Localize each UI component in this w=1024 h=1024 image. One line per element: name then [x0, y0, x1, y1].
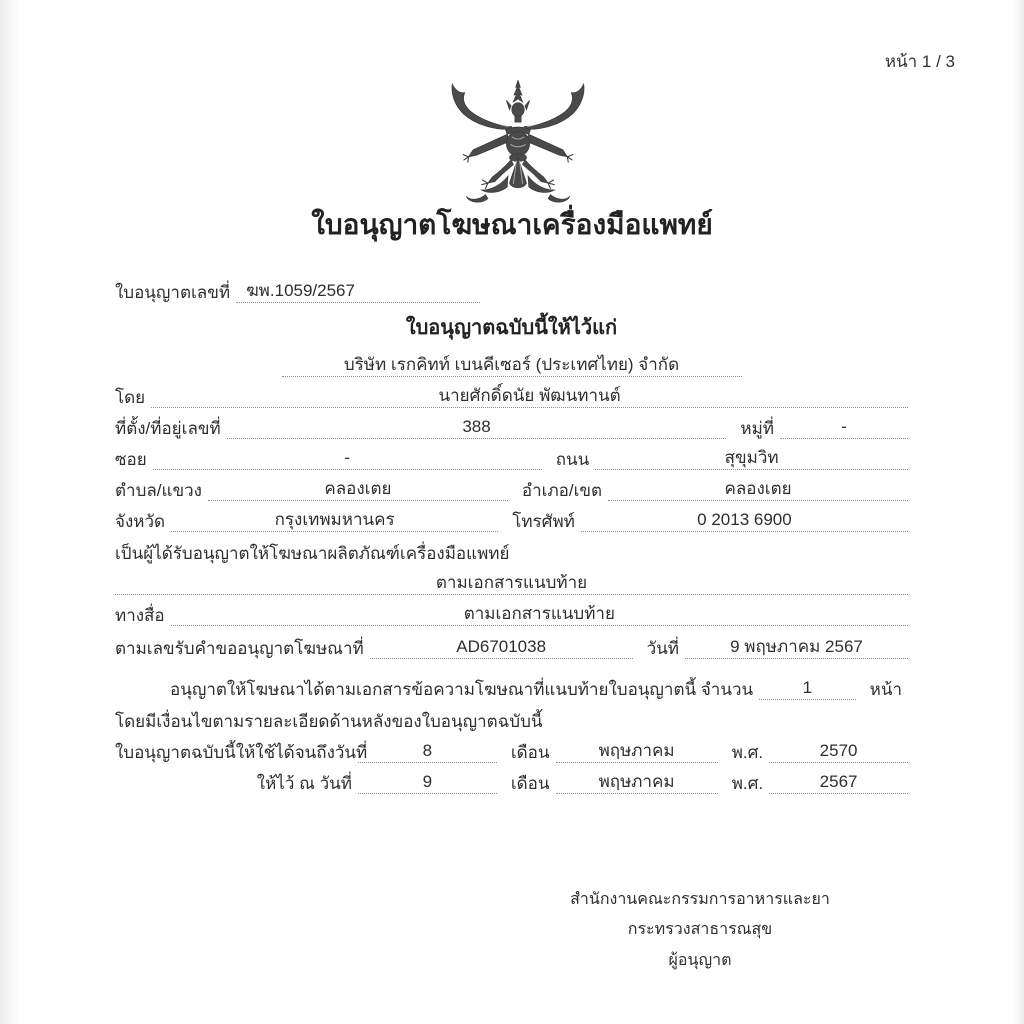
permission-paragraph — [115, 667, 908, 700]
soi-label: ซอย — [115, 449, 147, 469]
validity-month-label: เดือน — [510, 742, 550, 762]
issued-month-label: เดือน — [510, 773, 550, 793]
issued-day-value: 9 — [358, 771, 497, 794]
licensee-statement: เป็นผู้ได้รับอนุญาตให้โฆษณาผลิตภัณฑ์เครื่องมือแพทย์ — [115, 543, 510, 563]
garuda-emblem-icon — [433, 80, 603, 217]
by-label: โดย — [115, 387, 146, 407]
by-value: นายศักดิ์ดนัย พัฒนทานต์ — [151, 385, 908, 408]
road-value: สุขุมวิท — [595, 447, 908, 470]
address-row — [115, 408, 908, 439]
conditions-statement: โดยมีเงื่อนไขตามรายละเอียดด้านหลังของใบอนุญาตฉบับนี้ — [115, 711, 543, 731]
application-row — [115, 626, 908, 659]
application-date-value: 9 พฤษภาคม 2567 — [685, 636, 908, 659]
issued-date-row — [115, 763, 908, 794]
document-title: ใบอนุญาตโฆษณาเครื่องมือแพทย์ — [311, 209, 713, 240]
permission-text-after: หน้า — [869, 679, 902, 699]
permission-text-before: อนุญาตให้โฆษณาได้ตามเอกสารข้อความโฆษณาที่แนบท้ายใบอนุญาตนี้ จำนวน — [170, 679, 754, 699]
district-value: คลองเตย — [608, 478, 908, 501]
issuing-authority-block — [520, 885, 880, 976]
media-value: ตามเอกสารแนบท้าย — [171, 603, 908, 626]
media-label: ทางสื่อ — [115, 605, 165, 625]
subdistrict-district-row — [115, 470, 908, 501]
authority-line-2: กระทรวงสาธารณสุข — [627, 921, 773, 939]
license-number-row — [115, 272, 908, 303]
application-no-value: AD6701038 — [370, 636, 633, 659]
application-date-label: วันที่ — [646, 638, 679, 658]
road-label: ถนน — [555, 449, 590, 469]
company-name-value: บริษัท เรกคิทท์ เบนคีเซอร์ (ประเทศไทย) จำกัด — [282, 354, 742, 377]
validity-day-value: 8 — [358, 740, 497, 763]
license-number-label: ใบอนุญาตเลขที่ — [115, 282, 231, 302]
authority-line-1: สำนักงานคณะกรรมการอาหารและยา — [570, 891, 830, 908]
soi-road-row — [115, 439, 908, 470]
validity-row — [115, 732, 908, 763]
validity-era-label: พ.ศ. — [731, 742, 764, 762]
validity-month-value: พฤษภาคม — [556, 740, 718, 763]
phone-label: โทรศัพท์ — [512, 511, 575, 531]
province-value: กรุงเทพมหานคร — [171, 509, 498, 532]
form-content — [115, 272, 908, 794]
subdistrict-value: คลองเตย — [208, 478, 508, 501]
address-no-label: ที่ตั้ง/ที่อยู่เลขที่ — [115, 418, 221, 438]
application-no-label: ตามเลขรับคำขออนุญาตโฆษณาที่ — [115, 638, 364, 658]
scan-edge-left — [0, 0, 20, 1024]
attachment-value: ตามเอกสารแนบท้าย — [115, 572, 908, 595]
issued-label: ให้ไว้ ณ วันที่ — [256, 773, 352, 793]
moo-value: - — [780, 416, 908, 439]
validity-label: ใบอนุญาตฉบับนี้ให้ใช้ได้จนถึงวันที่ — [115, 742, 368, 762]
issued-to-heading: ใบอนุญาตฉบับนี้ให้ไว้แก่ — [405, 317, 618, 339]
company-row — [115, 343, 908, 377]
province-phone-row — [115, 501, 908, 532]
phone-value: 0 2013 6900 — [581, 509, 908, 532]
page-number: หน้า 1 / 3 — [884, 52, 955, 71]
license-number-value: ฆพ.1059/2567 — [236, 280, 480, 303]
attachment-row — [115, 564, 908, 595]
province-label: จังหวัด — [115, 511, 166, 531]
issued-year-value: 2567 — [769, 771, 908, 794]
soi-value: - — [153, 447, 542, 470]
moo-label: หมู่ที่ — [740, 418, 774, 438]
validity-year-value: 2570 — [769, 740, 908, 763]
authority-line-3: ผู้อนุญาต — [668, 951, 732, 969]
media-row — [115, 595, 908, 626]
issued-month-value: พฤษภาคม — [556, 771, 718, 794]
scan-edge-right — [1014, 0, 1024, 1024]
permission-pages-value: 1 — [759, 677, 856, 700]
address-no-value: 388 — [227, 416, 727, 439]
by-row — [115, 377, 908, 408]
issued-era-label: พ.ศ. — [731, 773, 764, 793]
subdistrict-label: ตำบล/แขวง — [115, 480, 202, 500]
district-label: อำเภอ/เขต — [521, 480, 603, 500]
